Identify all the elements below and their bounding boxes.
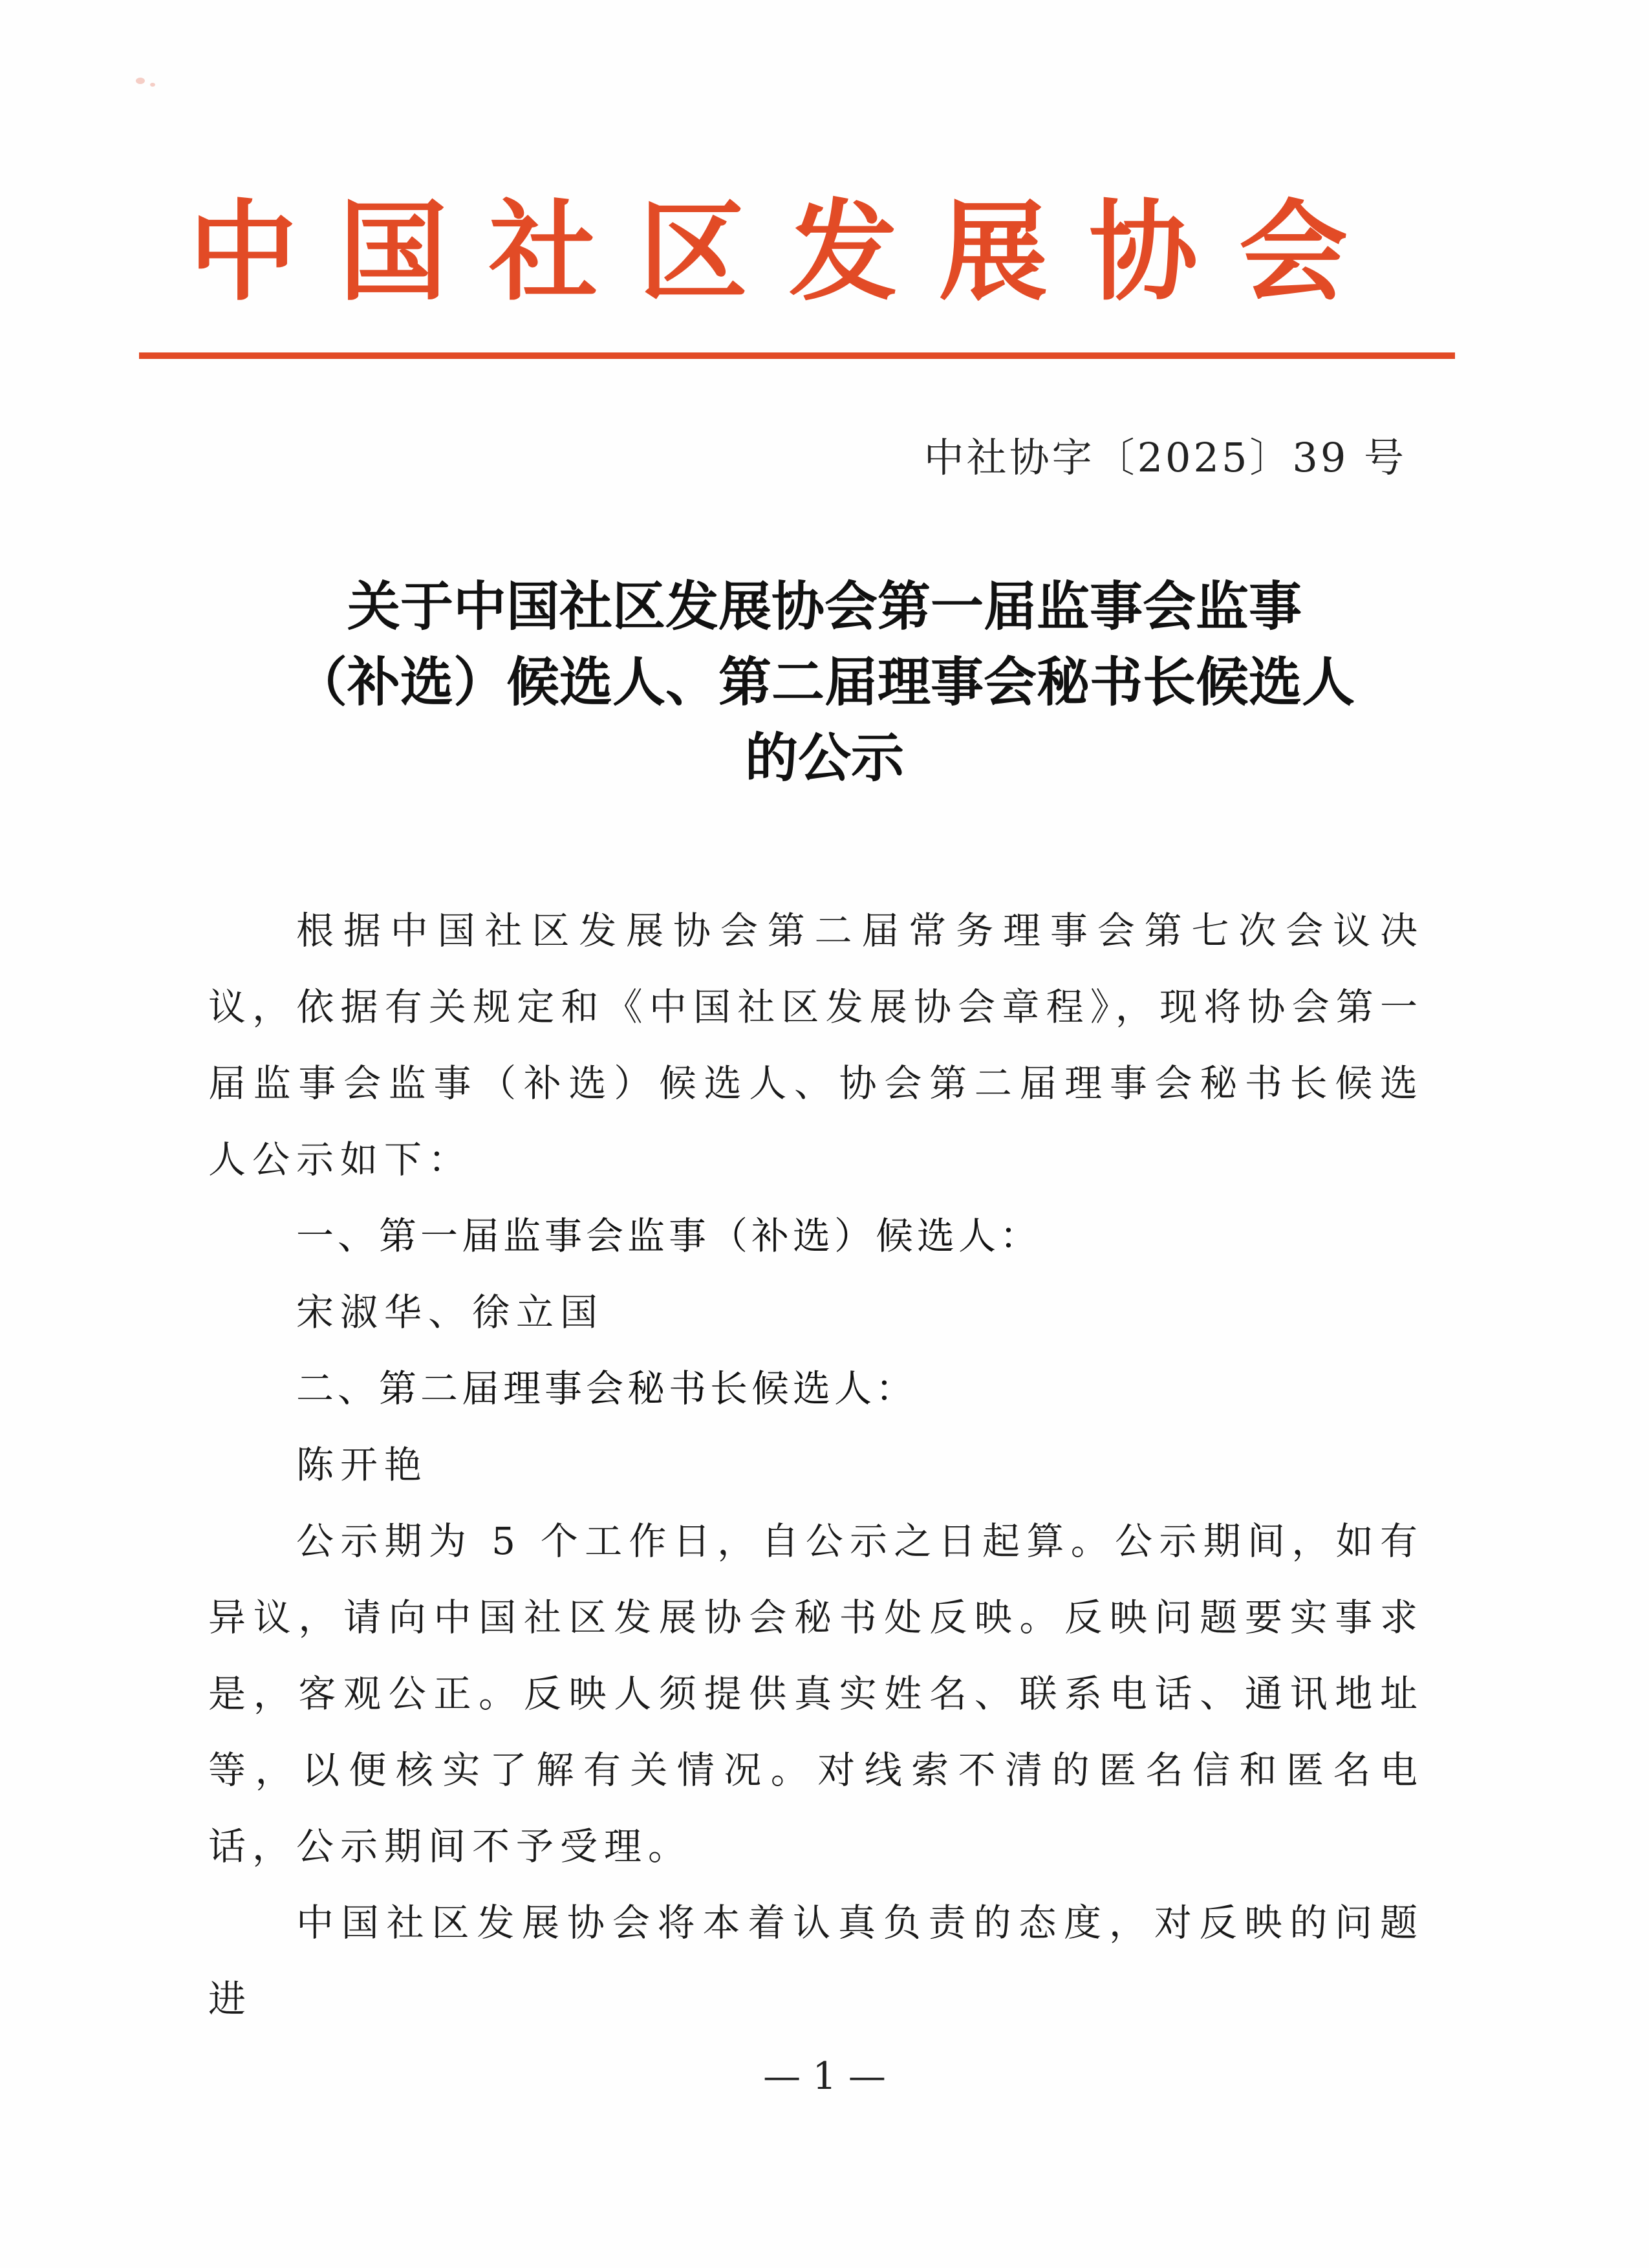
- title-line-3: 的公示: [744, 728, 904, 789]
- document-body: [208, 892, 1424, 2037]
- section-2-heading: 二、第二届理事会秘书长候选人：: [296, 1366, 918, 1410]
- scan-speck: [150, 83, 155, 87]
- section-1-heading: 一、第一届监事会监事（补选）候选人：: [296, 1214, 1042, 1258]
- title-line-1: 关于中国社区发展协会第一届监事会监事: [347, 576, 1302, 638]
- title-line-2: （补选）候选人、第二届理事会秘书长候选人: [294, 652, 1355, 713]
- organization-masthead: 中国社区发展协会: [189, 189, 1389, 316]
- scan-speck: [136, 78, 145, 84]
- red-divider-line: [139, 352, 1455, 359]
- section-2-candidates: 陈开艳: [296, 1443, 429, 1487]
- notice-paragraph: 公示期为 5 个工作日，自公示之日起算。公示期间，如有异议，请向中国社区发展协会秘书处反映。反映问题要实事求是，客观公正。反映人须提供真实姓名、联系电话、通讯地址等，以便核实了解有关情况。对线索不清的匿名信和匿名电话，公示期间不予受理。: [208, 1519, 1424, 1868]
- intro-paragraph: 根据中国社区发展协会第二届常务理事会第七次会议决议，依据有关规定和《中国社区发展协会章程》，现将协会第一届监事会监事（补选）候选人、协会第二届理事会秘书长候选人公示如下：: [208, 909, 1424, 1182]
- closing-paragraph: 中国社区发展协会将本着认真负责的态度，对反映的问题进: [208, 1901, 1424, 2021]
- page-number: — 1 —: [763, 2054, 886, 2098]
- document-number: 中社协字〔2025〕39 号: [923, 434, 1406, 481]
- section-1-candidates: 宋淑华、徐立国: [296, 1290, 605, 1334]
- document-title: [129, 569, 1520, 796]
